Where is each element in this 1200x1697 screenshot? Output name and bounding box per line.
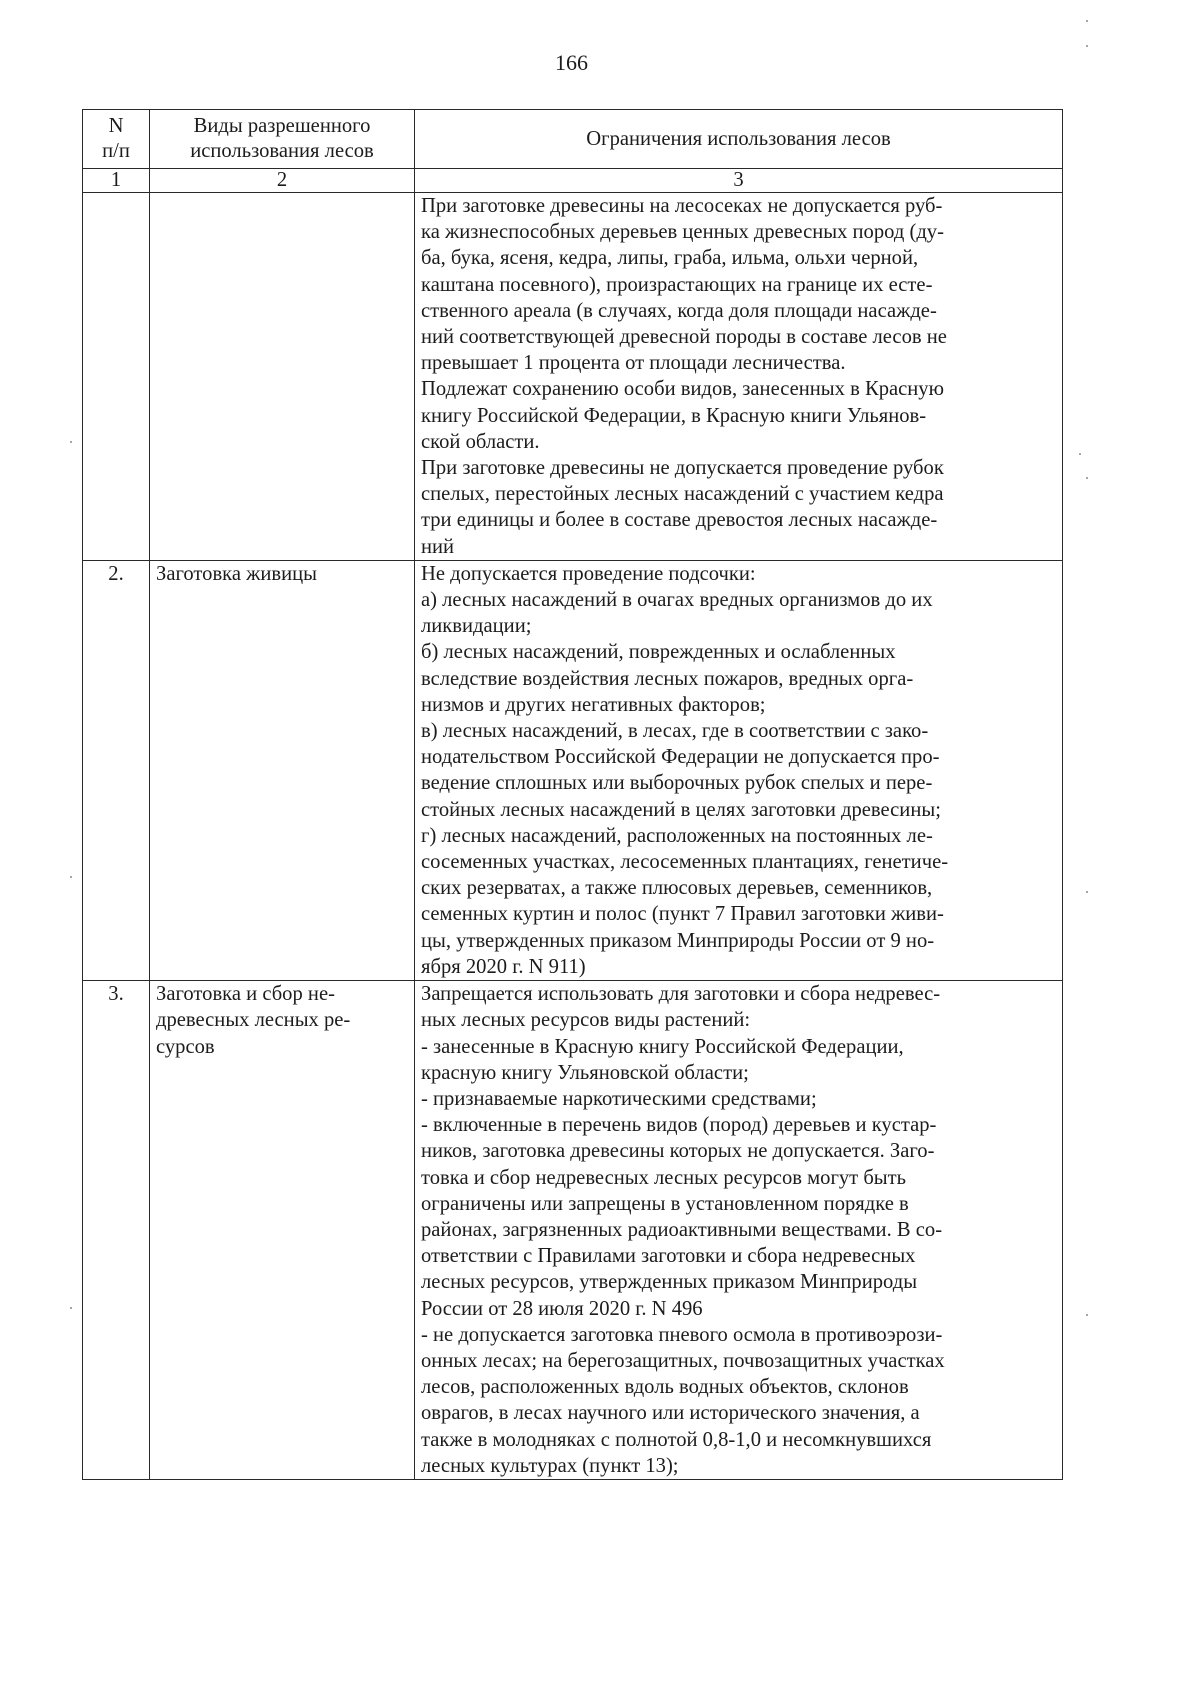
restriction-line: ба, бука, ясеня, кедра, липы, граба, ильма, ольхи черной, xyxy=(421,247,919,270)
row-number xyxy=(83,193,150,561)
scan-speck xyxy=(1079,453,1081,455)
restrictions-cell xyxy=(415,193,1063,561)
restrictions-cell xyxy=(415,981,1063,1480)
restriction-line: превышает 1 процента от площади лесничества. xyxy=(421,352,846,375)
restriction-line: ственного ареала (в случаях, когда доля площади насажде- xyxy=(421,299,937,322)
restriction-line: в) лесных насаждений, в лесах, где в соответствии с зако- xyxy=(421,720,929,743)
restriction-line: ка жизнеспособных деревьев ценных древесных пород (ду- xyxy=(421,221,944,244)
header-use-kinds-line: использования лесов xyxy=(190,140,374,162)
restriction-line: стойных лесных насаждений в целях заготовки древесины; xyxy=(421,798,941,821)
column-number: 1 xyxy=(83,169,150,193)
restriction-line: ских резерватах, а также плюсовых деревьев, семенников, xyxy=(421,877,933,900)
use-kind-line: Заготовка и сбор не- xyxy=(156,983,335,1006)
restriction-line: ской области. xyxy=(421,430,540,453)
scan-speck xyxy=(1086,1314,1088,1316)
restriction-line: лесов, расположенных вдоль водных объектов, склонов xyxy=(421,1376,909,1399)
restriction-line: ведение сплошных или выборочных рубок спелых и пере- xyxy=(421,772,933,795)
column-number: 2 xyxy=(150,169,415,193)
scan-speck xyxy=(70,876,72,878)
use-kind-line: древесных лесных ре- xyxy=(156,1009,351,1032)
restriction-line: При заготовке древесины на лесосеках не допускается руб- xyxy=(421,195,943,217)
restriction-line: спелых, перестойных лесных насаждений с участием кедра xyxy=(421,483,944,506)
restriction-line: вследствие воздействия лесных пожаров, вредных орга- xyxy=(421,667,914,690)
restrictions-cell xyxy=(415,560,1063,980)
restriction-line: низмов и других негативных факторов; xyxy=(421,693,766,716)
header-number-line: п/п xyxy=(102,140,130,162)
scan-speck xyxy=(70,441,72,443)
restriction-line: - включенные в перечень видов (пород) деревьев и кустар- xyxy=(421,1114,937,1137)
restriction-line: - занесенные в Красную книгу Российской Федерации, xyxy=(421,1035,904,1058)
table-row xyxy=(83,560,1063,980)
restriction-line: ответствии с Правилами заготовки и сбора недревесных xyxy=(421,1245,916,1268)
restriction-line: лесных ресурсов, утвержденных приказом Минприроды xyxy=(421,1271,918,1294)
use-kind-cell xyxy=(150,193,415,561)
header-use-kinds-line: Виды разрешенного xyxy=(193,115,371,137)
use-kind-cell xyxy=(150,981,415,1480)
restriction-line: ний xyxy=(421,535,455,558)
restriction-line: Подлежат сохранению особи видов, занесенных в Красную xyxy=(421,378,944,401)
restriction-line: ных лесных ресурсов виды растений: xyxy=(421,1009,751,1032)
forest-use-restrictions-table xyxy=(82,109,1063,1480)
column-number: 3 xyxy=(415,169,1063,193)
scan-speck xyxy=(1086,477,1088,479)
restriction-line: книгу Российской Федерации, в Красную книги Ульянов- xyxy=(421,404,927,427)
restriction-line: России от 28 июля 2020 г. N 496 xyxy=(421,1297,703,1320)
restriction-line: товка и сбор недревесных лесных ресурсов могут быть xyxy=(421,1166,907,1189)
restriction-line: районах, загрязненных радиоактивными веществами. В со- xyxy=(421,1218,943,1241)
restriction-line: красную книгу Ульяновской области; xyxy=(421,1061,749,1084)
restriction-line: ликвидации; xyxy=(421,615,532,638)
page-number: 166 xyxy=(555,50,588,75)
restriction-line: онных лесах; на берегозащитных, почвозащитных участках xyxy=(421,1349,945,1372)
use-kind-cell xyxy=(150,560,415,980)
restriction-line: Не допускается проведение подсочки: xyxy=(421,562,756,585)
scan-speck xyxy=(1086,891,1088,893)
restriction-line: ября 2020 г. N 911) xyxy=(421,955,586,978)
restriction-line: Запрещается использовать для заготовки и сбора недревес- xyxy=(421,983,941,1006)
restriction-line: ников, заготовка древесины которых не допускается. Заго- xyxy=(421,1140,935,1163)
scan-speck xyxy=(70,1307,72,1309)
table-header-row xyxy=(83,110,1063,169)
restriction-line: ограничены или запрещены в установленном порядке в xyxy=(421,1192,909,1215)
header-use-kinds xyxy=(150,110,415,169)
restriction-line: б) лесных насаждений, поврежденных и ослабленных xyxy=(421,641,896,664)
use-kind-line: Заготовка живицы xyxy=(156,562,317,585)
scan-speck xyxy=(1086,45,1088,47)
header-number-line: N xyxy=(108,115,124,137)
restriction-line: сосеменных участках, лесосеменных плантациях, генетиче- xyxy=(421,851,949,874)
scan-speck xyxy=(1086,20,1088,22)
restriction-line: а) лесных насаждений в очагах вредных организмов до их xyxy=(421,589,933,612)
restriction-line: семенных куртин и полос (пункт 7 Правил заготовки живи- xyxy=(421,903,944,926)
restriction-line: каштана посевного), произрастающих на границе их есте- xyxy=(421,273,933,296)
row-number: 3. xyxy=(83,981,150,1480)
restriction-line: цы, утвержденных приказом Минприроды России от 9 но- xyxy=(421,929,935,952)
restriction-line: оврагов, в лесах научного или исторического значения, а xyxy=(421,1402,920,1425)
restriction-line: - не допускается заготовка пневого осмола в противоэрози- xyxy=(421,1323,943,1346)
column-number-row xyxy=(83,169,1063,193)
header-number xyxy=(83,110,150,169)
restriction-line: также в молодняках с полнотой 0,8-1,0 и несомкнувшихся xyxy=(421,1428,932,1451)
restriction-line: ний соответствующей древесной породы в составе лесов не xyxy=(421,326,947,349)
restriction-line: лесных культурах (пункт 13); xyxy=(421,1454,679,1477)
row-number: 2. xyxy=(83,560,150,980)
restriction-line: три единицы и более в составе древостоя лесных насажде- xyxy=(421,509,938,532)
table-row xyxy=(83,981,1063,1480)
table-row xyxy=(83,193,1063,561)
restriction-line: г) лесных насаждений, расположенных на постоянных ле- xyxy=(421,824,933,847)
restriction-line: нодательством Российской Федерации не допускается про- xyxy=(421,746,940,769)
restriction-line: - признаваемые наркотическими средствами; xyxy=(421,1087,817,1110)
header-restrictions: Ограничения использования лесов xyxy=(415,110,1063,169)
use-kind-line: сурсов xyxy=(156,1035,215,1058)
restriction-line: При заготовке древесины не допускается проведение рубок xyxy=(421,457,944,480)
